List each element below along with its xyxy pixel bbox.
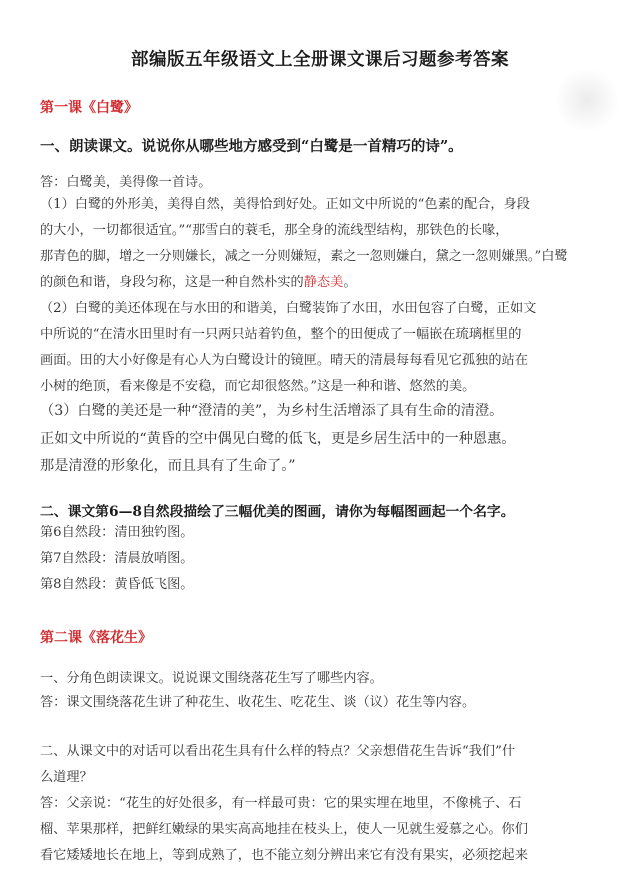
- text-line: 二、从课文中的对话可以看出花生具有什么样的特点？父亲想借花生告诉“我们”什: [40, 744, 516, 759]
- lesson2-question-2: [40, 739, 606, 791]
- text-line: 看它矮矮地长在地上，等到成熟了，也不能立刻分辨出来它有没有果实，必须挖起来: [40, 848, 528, 863]
- text-line: 那青色的脚，增之一分则嫌长，减之一分则嫌短，素之一忽则嫌白，黛之一忽则嫌黑。”白鹭: [40, 249, 568, 264]
- lesson1-answer-part1: [40, 192, 606, 296]
- text-line: 正如文中所说的“黄昏的空中偶见白鹭的低飞，更是乡居生活中的一种恩惠。: [40, 430, 516, 447]
- lesson1-answer-part3: [40, 398, 606, 481]
- text-line: 那是清澄的形象化，而且具有了生命了。”: [40, 458, 296, 474]
- watermark: [552, 70, 622, 130]
- text-line: （3）白鹭的美还是一种“澄清的美”，为乡村生活增添了具有生命的清澄。: [40, 403, 504, 419]
- lesson2-answer-1: 答：课文围绕落花生讲了种花生、收花生、吃花生、谈（议）花生等内容。: [40, 695, 476, 710]
- document-title: 部编版五年级语文上全册课文课后习题参考答案: [131, 50, 509, 70]
- text-line: 么道理？: [40, 770, 93, 785]
- text-line: 中所说的“在清水田里时有一只两只站着钓鱼，整个的田便成了一幅嵌在琉璃框里的: [40, 327, 522, 342]
- text-line: 小树的绝顶，看来像是不安稳，而它却很悠然。”这是一种和谐、悠然的美。: [40, 379, 476, 394]
- highlight-text: 静态美: [303, 275, 344, 290]
- text-line: （1）白鹭的外形美，美得自然，美得恰到好处。正如文中所说的“色素的配合，身段: [40, 197, 530, 212]
- text-line: 的大小，一切都很适宜。”“那雪白的蓑毛，那全身的流线型结构，那铁色的长喙，: [40, 223, 509, 238]
- lesson1-paragraph-names: [40, 520, 606, 598]
- lesson2-question-1: 一、分角色朗读课文。说说课文围绕落花生写了哪些内容。: [40, 671, 383, 686]
- lesson1-answer-part2: [40, 296, 606, 400]
- text-line: （2）白鹭的美还体现在与水田的和谐美，白鹭装饰了水田，水田包容了白鹭，正如文: [40, 301, 537, 316]
- text-line: 画面。田的大小好像是有心人为白鹭设计的镜匣。晴天的清晨每每看见它孤独的站在: [40, 353, 528, 368]
- list-item: 第7自然段：清晨放哨图。: [40, 551, 194, 566]
- lesson2-answer-2: [40, 791, 606, 869]
- lesson1-question-1: 一、朗读课文。说说你从哪些地方感受到“白鹭是一首精巧的诗”。: [40, 138, 463, 155]
- lesson1-question-2: 二、课文第6—8自然段描绘了三幅优美的图画，请你为每幅图画起一个名字。: [40, 504, 515, 520]
- text-span: 的颜色和谐，身段匀称，这是一种自然朴实的: [40, 275, 304, 290]
- lesson1-heading: 第一课《白鹭》: [40, 100, 138, 116]
- text-line: [40, 270, 606, 296]
- text-span: 。: [343, 275, 357, 290]
- lesson2-heading: 第二课《落花生》: [40, 630, 152, 646]
- lesson1-answer-intro: 答：白鹭美，美得像一首诗。: [40, 175, 212, 190]
- text-line: 答：父亲说：“花生的好处很多，有一样最可贵：它的果实埋在地里，不像桃子、石: [40, 796, 522, 811]
- list-item: 第6自然段：清田独钓图。: [40, 525, 194, 540]
- text-line: 榴、苹果那样，把鲜红嫩绿的果实高高地挂在枝头上，使人一见就生爱慕之心。你们: [40, 822, 528, 837]
- list-item: 第8自然段：黄昏低飞图。: [40, 577, 194, 592]
